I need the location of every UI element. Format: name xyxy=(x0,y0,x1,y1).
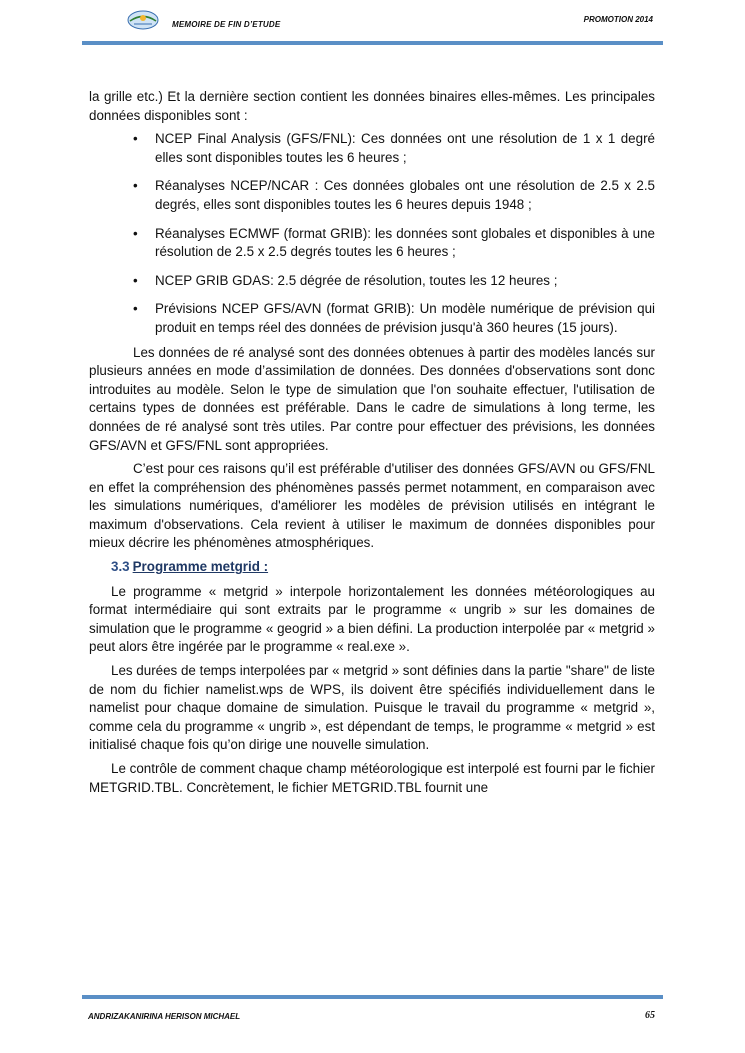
bullet-icon: • xyxy=(133,178,138,194)
bullet-icon: • xyxy=(133,301,138,317)
section-number: 3.3 xyxy=(111,559,130,575)
paragraph-reanalysis: Les données de ré analysé sont des données obtenues à partir des modèles lancés sur plusieurs années en mode d’assimilation de données. Des données d'observations sont donc introduites au modèle. Selon le type de simulation que l'on souhaite effectuer, l'utilisation de certains types de données est préférable. Dans le cadre de simulations à long terme, les données de ré analysé sont très utiles. Par contre pour effectuer des prévisions, les données GFS/AVN et GFS/FNL sont appropriées. xyxy=(89,344,655,453)
list-item: • Prévisions NCEP GFS/AVN (format GRIB): Un modèle numérique de prévision qui produit en temps réel des données de prévision jusqu'à 360 heures (15 jours). xyxy=(133,301,655,335)
university-logo-icon xyxy=(126,8,160,32)
paragraph-gfs: C’est pour ces raisons qu’il est préférable d'utiliser des données GFS/AVN ou GFS/FNL en effet la compréhension des phénomènes passés permet notamment, en comparaison avec les simulations numériques, d'améliorer les modèles de prévision utilisés en intégrant le maximum d'observations. Cela revient à utiliser le maximum de données disponibles pour mieux décrire les phénomènes atmosphériques. xyxy=(89,461,655,551)
list-item: • Réanalyses ECMWF (format GRIB): les données sont globales et disponibles à une résolution de 2.5 x 2.5 degrés toutes les 6 heures ; xyxy=(133,225,655,260)
intro-paragraph: la grille etc.) Et la dernière section contient les données binaires elles-mêmes. Les principales données disponibles sont : xyxy=(89,89,655,123)
data-sources-list xyxy=(89,130,655,337)
paragraph-interpolation-times: Les durées de temps interpolées par « metgrid » sont définies dans la partie "share" de liste de nom du fichier namelist.wps de WPS, ils doivent être spécifiés individuellement dans le namelist pour chaque domaine de simulation. Puisque le travail du programme « metgrid », comme cela du programme « ungrib », est dépendant de temps, le programme « metgrid » est initialisé chaque fois qu’on dirige une nouvelle simulation. xyxy=(89,663,655,753)
section-title: Programme metgrid : xyxy=(132,559,269,575)
list-item: • NCEP GRIB GDAS: 2.5 dégrée de résolution, toutes les 12 heures ; xyxy=(89,272,655,291)
header-rule xyxy=(82,41,663,45)
page-body xyxy=(89,88,655,802)
list-item: • NCEP Final Analysis (GFS/FNL): Ces données ont une résolution de 1 x 1 degré elles sont disponibles toutes les 6 heures ; xyxy=(133,131,655,165)
bullet-icon: • xyxy=(133,225,138,241)
footer-rule xyxy=(82,995,663,999)
paragraph-metgrid-tbl: Le contrôle de comment chaque champ météorologique est interpolé est fourni par le fichier METGRID.TBL. Concrètement, le fichier METGRID.TBL fournit une xyxy=(89,761,655,795)
bullet-icon: • xyxy=(133,131,138,147)
paragraph-metgrid: Le programme « metgrid » interpole horizontalement les données météorologiques au format intermédiaire qui sont extraits par le programme « ungrib » sur les domaines de simulation que le programme « geogrid » a bien défini. La production interpolée par « metgrid » peut alors être ingérée par le programme « real.exe ». xyxy=(89,583,655,655)
bullet-icon: • xyxy=(133,272,138,288)
footer-author: ANDRIZAKANIRINA HERISON MICHAEL xyxy=(88,1012,241,1021)
list-item: • Réanalyses NCEP/NCAR : Ces données globales ont une résolution de 2.5 x 2.5 degrés, elles sont disponibles toutes les 6 heures depuis 1948 ; xyxy=(133,178,655,212)
header-title: MEMOIRE DE FIN D’ETUDE xyxy=(172,20,281,29)
header-promotion: PROMOTION 2014 xyxy=(583,15,653,24)
page-number: 65 xyxy=(645,1010,655,1021)
section-heading xyxy=(111,558,655,577)
